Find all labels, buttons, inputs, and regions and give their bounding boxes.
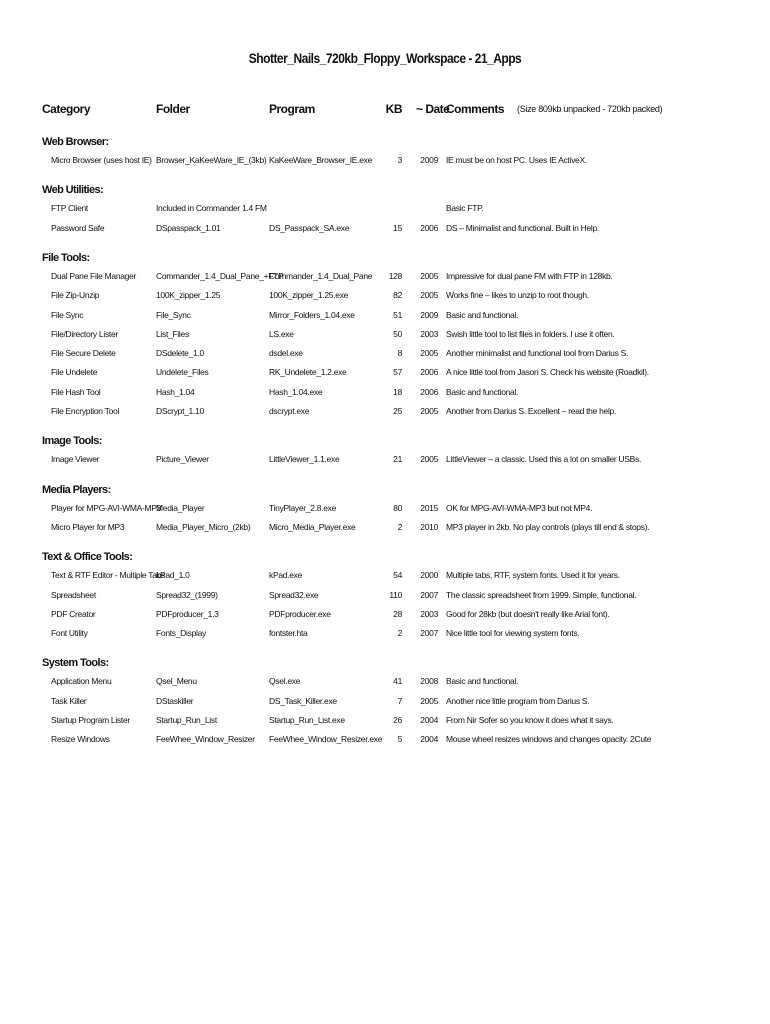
section-heading: Media Players:: [42, 483, 111, 496]
row-folder: 100K_zipper_1.25: [156, 290, 221, 301]
row-date: 2005: [420, 290, 438, 301]
row-category: Micro Browser (uses host IE): [51, 155, 152, 165]
row-folder: Fonts_Display: [156, 628, 206, 639]
row-date: 2010: [420, 521, 438, 532]
row-kb: 110: [389, 589, 402, 600]
row-folder: DScrypt_1.10: [156, 406, 204, 416]
row-date: 2006: [420, 386, 438, 397]
row-date: 2006: [420, 367, 438, 378]
row-kb: 82: [393, 290, 402, 301]
row-comments: OK for MPG-AVI-WMA-MP3 but not MP4.: [446, 502, 593, 513]
row-program: Spread32.exe: [269, 589, 319, 600]
row-program: Mirror_Folders_1.04.exe: [269, 309, 355, 320]
row-kb: 26: [393, 715, 402, 725]
row-program: Qsel.exe: [269, 676, 301, 687]
row-program: kPad.exe: [269, 570, 303, 581]
row-comments: Another from Darius S. Excellent – read the help.: [446, 406, 617, 416]
row-date: 2007: [420, 628, 438, 639]
row-date: 2009: [420, 309, 438, 320]
row-folder: Browser_KaKeeWare_IE_(3kb): [156, 155, 267, 165]
row-folder: kPad_1.0: [156, 570, 190, 581]
row-category: Password Safe: [51, 222, 105, 233]
row-category: Player for MPG-AVI-WMA-MP3: [51, 502, 162, 513]
header-category: Category: [42, 102, 91, 116]
row-folder: Spread32_(1999): [156, 589, 218, 600]
row-kb: 2: [397, 521, 402, 532]
row-comments: Works fine – likes to unzip to root though.: [446, 290, 589, 301]
row-comments: Mouse wheel resizes windows and changes opacity. 2Cute: [446, 734, 652, 745]
row-program: RK_Undelete_1.2.exe: [269, 367, 347, 378]
row-program: Startup_Run_List.exe: [269, 715, 345, 725]
row-category: Task Killer: [51, 695, 87, 706]
row-kb: 3: [397, 155, 402, 165]
row-folder: Media_Player_Micro_(2kb): [156, 521, 251, 532]
section-heading: Web Browser:: [42, 136, 109, 148]
row-program: LS.exe: [269, 328, 294, 339]
header-date: ~ Date: [416, 102, 450, 116]
row-comments: A nice little tool from Jason S. Check his website (Roadkil).: [446, 367, 649, 378]
row-category: Dual Pane File Manager: [51, 270, 137, 281]
row-date: 2004: [420, 734, 438, 745]
row-program: Commander_1.4_Dual_Pane: [269, 270, 373, 281]
row-category: Font Utility: [51, 628, 88, 639]
row-date: 2005: [420, 454, 438, 465]
section-heading: Text & Office Tools:: [42, 551, 133, 564]
section-heading: Web Utilities:: [42, 184, 104, 197]
row-kb: 5: [397, 734, 402, 745]
row-category: File Undelete: [51, 367, 98, 378]
row-kb: 57: [393, 367, 402, 378]
row-program: DS_Task_Killer.exe: [269, 695, 337, 706]
row-category: File/Directory Lister: [51, 328, 118, 339]
row-kb: 8: [397, 348, 402, 359]
row-comments: Good for 28kb (but doesn't really like Arial font).: [446, 608, 610, 619]
row-comments: From Nir Sofer so you know it does what it says.: [446, 715, 614, 725]
row-kb: 50: [393, 328, 402, 339]
row-folder: Media_Player: [156, 502, 205, 513]
row-date: 2003: [420, 608, 438, 619]
row-folder: Qsel_Menu: [156, 676, 197, 687]
row-folder: DSpasspack_1.01: [156, 222, 221, 233]
row-kb: 54: [393, 570, 402, 581]
row-folder: DSdelete_1.0: [156, 348, 204, 359]
row-comments: Impressive for dual pane FM with FTP in 128kb.: [446, 270, 613, 281]
row-kb: 25: [393, 406, 402, 416]
row-comments: Another nice little program from Darius S.: [446, 695, 590, 706]
row-comments: Basic and functional.: [446, 309, 519, 320]
row-kb: 18: [393, 386, 402, 397]
row-folder: PDFproducer_1.3: [156, 608, 219, 619]
row-category: Resize Windows: [51, 734, 110, 745]
section-heading: Image Tools:: [42, 435, 102, 448]
row-comments: Swish little tool to list files in folders. I use it often.: [446, 328, 615, 339]
row-comments: MP3 player in 2kb. No play controls (plays till end & stops).: [446, 521, 650, 532]
row-program: KaKeeWare_Browser_IE.exe: [269, 155, 373, 165]
row-date: 2000: [420, 570, 438, 581]
page-title: Shotter_Nails_720kb_Floppy_Workspace - 21_Apps: [248, 50, 522, 66]
row-comments: Nice little tool for viewing system fonts.: [446, 628, 580, 639]
row-category: Text & RTF Editor - Multiple Tabs: [51, 570, 166, 581]
row-date: 2009: [420, 155, 438, 165]
row-program: FeeWhee_Window_Resizer.exe: [269, 734, 383, 745]
row-kb: 80: [393, 502, 402, 513]
row-date: 2008: [420, 676, 438, 687]
row-kb: 41: [393, 676, 402, 687]
row-program: Micro_Media_Player.exe: [269, 521, 356, 532]
row-category: PDF Creator: [51, 608, 96, 619]
header-comments: Comments: [446, 102, 505, 116]
row-program: DS_Passpack_SA.exe: [269, 222, 350, 233]
row-program: dsdel.exe: [269, 348, 303, 359]
row-kb: 51: [393, 309, 402, 320]
row-folder: Picture_Viewer: [156, 454, 209, 465]
section-heading: File Tools:: [42, 251, 90, 264]
row-comments: Basic FTP.: [446, 203, 484, 214]
row-program: fontster.hta: [269, 628, 308, 639]
row-folder: Startup_Run_List: [156, 715, 217, 725]
row-date: 2004: [420, 715, 438, 725]
row-date: 2007: [420, 589, 438, 600]
row-program: Hash_1.04.exe: [269, 386, 323, 397]
row-program: LittleViewer_1.1.exe: [269, 454, 340, 465]
row-folder: Hash_1.04: [156, 386, 195, 397]
row-kb: 21: [393, 454, 402, 465]
row-folder: Undelete_Files: [156, 367, 209, 378]
row-folder: File_Sync: [156, 309, 191, 320]
row-kb: 15: [393, 222, 402, 233]
row-category: Micro Player for MP3: [51, 521, 125, 532]
row-comments: Multiple tabs, RTF, system fonts. Used it for years.: [446, 570, 620, 581]
row-date: 2005: [420, 270, 438, 281]
row-category: File Encryption Tool: [51, 406, 120, 416]
row-kb: 128: [388, 270, 402, 281]
row-program: TinyPlayer_2.8.exe: [269, 502, 337, 513]
row-program: PDFproducer.exe: [269, 608, 331, 619]
row-comments: The classic spreadsheet from 1999. Simple, functional.: [446, 589, 637, 600]
row-date: 2005: [420, 348, 438, 359]
row-comments: Another minimalist and functional tool from Darius S.: [446, 348, 629, 359]
row-category: Spreadsheet: [51, 589, 96, 600]
row-comments: LittleViewer – a classic. Used this a lot on smaller USBs.: [446, 454, 642, 465]
row-folder: Commander_1.4_Dual_Pane_+FTP: [156, 270, 284, 281]
row-folder: Included in Commander 1.4 FM: [156, 203, 267, 214]
row-comments: Basic and functional.: [446, 386, 519, 397]
header-folder: Folder: [156, 102, 190, 116]
row-folder: List_Files: [156, 328, 189, 339]
header-program: Program: [269, 102, 315, 116]
row-comments: DS – Minimalist and functional. Built in Help.: [446, 222, 599, 233]
row-date: 2005: [420, 695, 438, 706]
row-kb: 7: [397, 695, 402, 706]
row-date: 2003: [420, 328, 438, 339]
row-date: 2006: [420, 222, 438, 233]
row-comments: Basic and functional.: [446, 676, 519, 687]
header-kb: KB: [385, 102, 402, 116]
row-program: 100K_zipper_1.25.exe: [269, 290, 349, 301]
row-category: File Hash Tool: [51, 386, 101, 397]
row-date: 2015: [420, 502, 438, 513]
row-folder: FeeWhee_Window_Resizer: [156, 734, 255, 745]
row-comments: IE must be on host PC. Uses IE ActiveX.: [446, 155, 587, 165]
header-size-note: (Size 809kb unpacked - 720kb packed): [517, 104, 663, 114]
row-category: FTP Client: [51, 203, 88, 214]
row-date: 2005: [420, 406, 438, 416]
row-program: dscrypt.exe: [269, 406, 310, 416]
row-category: File Secure Delete: [51, 348, 116, 359]
row-category: File Zip-Unzip: [51, 290, 100, 301]
row-category: Application Menu: [51, 676, 112, 687]
row-kb: 28: [393, 608, 402, 619]
row-category: Image Viewer: [51, 454, 100, 465]
row-kb: 2: [397, 628, 402, 639]
row-category: Startup Program Lister: [51, 715, 130, 725]
row-category: File Sync: [51, 309, 84, 320]
section-heading: System Tools:: [42, 657, 109, 670]
row-folder: DStaskiller: [156, 695, 194, 706]
